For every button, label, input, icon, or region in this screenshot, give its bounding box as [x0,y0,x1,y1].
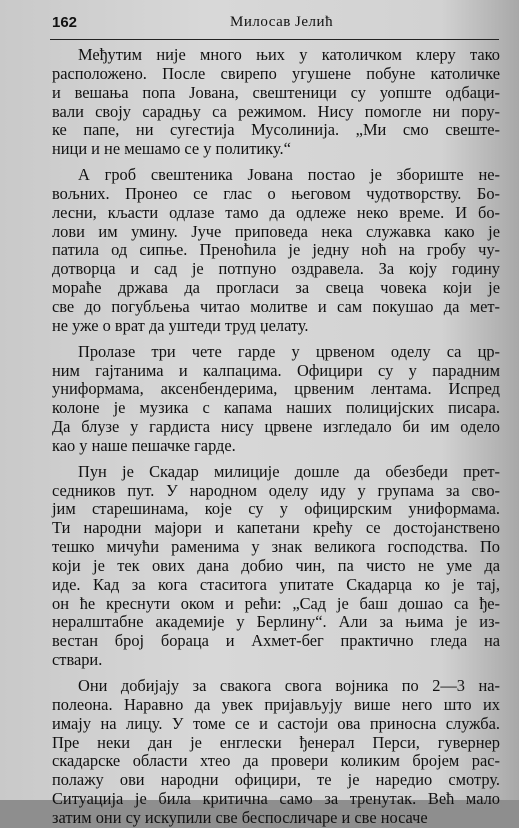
text-line: имају на лицу. У томе се и састоји ова приносна служба. [52,713,500,733]
paragraph [52,46,500,159]
paragraph [52,463,500,670]
text-line: Међутим није много њих у католичком клеру тако [78,45,500,64]
text-line: мораће држава да прогласи за свеца човека који је [52,278,500,298]
text-line: расположено. После свирепо угушене побуне католичке [52,63,500,83]
text-line: патила од сипње. Преноћила је једну ноћ на гробу чу- [52,240,500,260]
text-line: лесни, кљасти одлазе тамо да одлеже неко време. И бо- [52,202,500,222]
text-line: он ће креснути оком и рећи: „Сад је баш дошао са ђе- [52,593,500,613]
text-line: ним гајтанима и калпацима. Официри су у парадним [52,360,500,380]
text-line: Ти народни мајори и капетани крећу се достојанствено [52,518,500,538]
text-line: вестан број бораца и Ахмет-бег практично гледа на [52,631,500,651]
page-number: 162 [52,14,78,31]
text-line: не уже о врат да уштеди труд џелату. [52,315,309,335]
text-line: јим старешинама, које су у официрским униформама. [52,499,500,519]
text-line: и вешања попа Јована, свештеници су уопште одбаци- [52,82,500,102]
text-line: Да блузе у гардиста нису црвене изгледало би им одело [52,417,500,437]
text-line: полажу ови народни официри, те је наредио смотру. [52,770,500,790]
text-line: тешко мичући раменима у знак великога господства. По [52,537,500,557]
text-line: полеона. Наравно да увек пријављују више него што их [52,694,500,714]
text-line: Они добијају за свакога свога војника по 2—3 на- [78,676,500,695]
text-line: Пролазе три чете гарде у црвеном оделу са цр- [78,341,500,361]
text-line: седников пут. У народном оделу иду у групама за сво- [52,480,500,500]
header-rule [50,39,499,40]
text-line: вали своју сарадњу са режимом. Нису помогле ни пору- [52,101,500,121]
paragraph [52,343,500,456]
text-line: ке папе, ни сугестија Мусолинија. „Ми смо свеште- [52,120,500,140]
text-line: Пун је Скадар милиције дошле да обезбеди прет- [78,461,500,481]
text-line: иде. Кад за кога стаситога упитате Скадарца ко је тај, [52,574,500,594]
running-head: Милосав Јелић [230,14,334,30]
body-text [52,46,500,828]
page-header [52,14,497,34]
text-line: вољних. Пронео се глас о његовом чудотворству. Бо- [52,183,500,203]
paragraph [52,677,500,828]
text-line: све до погубљења читао молитве и сам покушао да мет- [52,296,500,316]
text-line: који је тек ових дана добио чин, па чисто не уме да [52,555,500,575]
text-line: колоне је музика с капама наших полицијских писара. [52,398,500,418]
paragraph [52,166,500,336]
text-line: нералштабне академије у Берлину“. Али за њима је из- [52,612,500,632]
text-line: униформама, аксенбендерима, црвеним лентама. Испред [52,379,500,399]
text-line: Ситуација је била критична само за тренутак. Већ мало [52,789,500,809]
text-line: као у наше пешачке гарде. [52,435,236,455]
text-line: скадарске области хтео да провери коликим бројем рас- [52,751,500,771]
text-line: ствари. [52,650,103,670]
text-line: ници и не мешамо се у политику.“ [52,139,291,159]
text-line: лови им умину. Јуче приповеда нека служавка како је [52,221,500,241]
text-line: А гроб свештеника Јована постао је збориште не- [78,165,500,185]
text-line: Пре неки дан је енглески ђенерал Перси, гувернер [52,732,500,752]
text-line: затим они су искупили све беспосличаре и све носаче [52,807,428,827]
text-line: дотворца и сад је потпуно оздравела. За коју годину [52,259,500,279]
